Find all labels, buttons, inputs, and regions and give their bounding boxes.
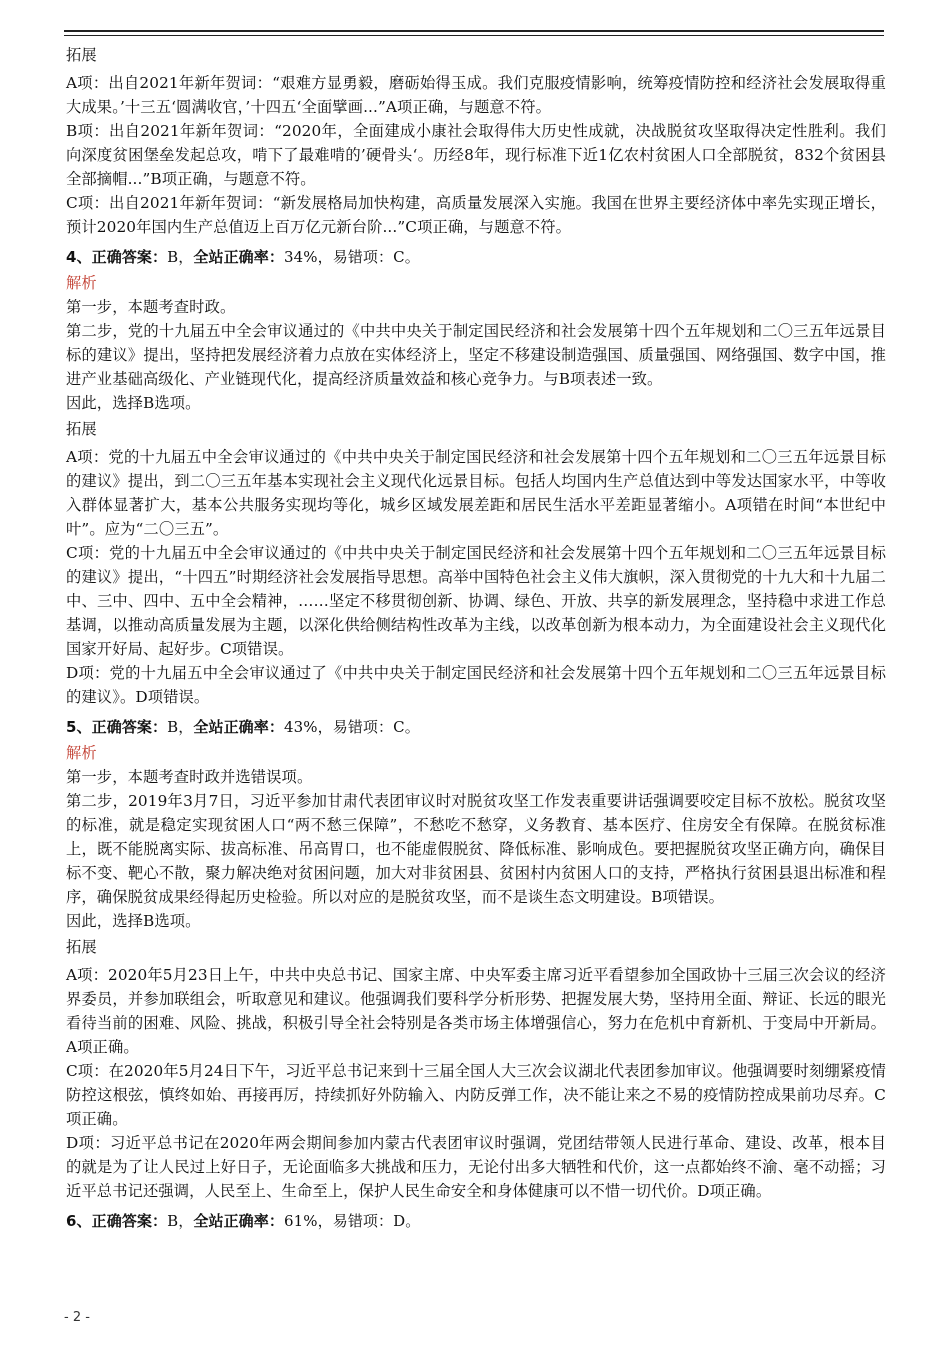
section-label-jiexi: 解析 <box>66 274 97 292</box>
accuracy-value: 61%，易错项：D。 <box>283 1212 421 1230</box>
accuracy-label: 全站正确率： <box>193 248 284 266</box>
paragraph: D项：习近平总书记在2020年两会期间参加内蒙古代表团审议时强调，党团结带领人民进行革命、建设、改革，根本目的就是为了让人民过上好日子，无论面临多大挑战和压力，无论付出多大牺牲和代价，这一点都始终不渝、毫不动摇；习近平总书记还强调，人民至上、生命至上，保护人民生命安全和身体健康可以不惜一切代价。D项正确。 <box>66 1134 886 1200</box>
paragraph: A项：2020年5月23日上午，中共中央总书记、国家主席、中央军委主席习近平看望参加全国政协十三届三次会议的经济界委员，并参加联组会，听取意见和建议。他强调我们要科学分析形势、把握发展大势，坚持用全面、辩证、长远的眼光看待当前的困难、风险、挑战，积极引导全社会特别是各类市场主体增强信心，努力在危机中育新机、于变局中开新局。A项正确。 <box>66 966 886 1056</box>
section-label-tuozhan: 拓展 <box>66 938 97 956</box>
answer-label: 5、正确答案： <box>66 718 168 736</box>
accuracy-label: 全站正确率： <box>193 718 284 736</box>
accuracy-value: 43%，易错项：C。 <box>283 718 420 736</box>
paragraph: 因此，选择B选项。 <box>66 394 201 412</box>
paragraph: C项：出自2021年新年贺词：“新发展格局加快构建，高质量发展深入实施。我国在世界主要经济体中率先实现正增长，预计2020年国内生产总值迈上百万亿元新台阶...”C项正确，与题意不符。 <box>66 194 886 236</box>
answer-value: B， <box>167 1212 194 1230</box>
answer-line <box>66 245 886 269</box>
paragraph: 第一步，本题考查时政。 <box>66 298 236 316</box>
accuracy-value: 34%，易错项：C。 <box>283 248 420 266</box>
paragraph: C项：党的十九届五中全会审议通过的《中共中央关于制定国民经济和社会发展第十四个五年规划和二〇三五年远景目标的建议》提出，“十四五”时期经济社会发展指导思想。高举中国特色社会主义伟大旗帜，深入贯彻党的十九大和十九届二中、三中、四中、五中全会精神，……坚定不移贯彻创新、协调、绿色、开放、共享的新发展理念，坚持稳中求进工作总基调，以推动高质量发展为主题，以深化供给侧结构性改革为主线，以改革创新为根本动力，为全面建设社会主义现代化国家开好局、起好步。C项错误。 <box>66 544 886 658</box>
header-rule <box>64 30 884 36</box>
paragraph: B项：出自2021年新年贺词：“2020年，全面建成小康社会取得伟大历史性成就，决战脱贫攻坚取得决定性胜利。我们向深度贫困堡垒发起总攻，啃下了最难啃的’硬骨头‘。历经8年，现行标准下近1亿农村贫困人口全部脱贫，832个贫困县全部摘帽...”B项正确，与题意不符。 <box>66 122 886 188</box>
paragraph: C项：在2020年5月24日下午，习近平总书记来到十三届全国人大三次会议湖北代表团参加审议。他强调要时刻绷紧疫情防控这根弦，慎终如始、再接再厉，持续抓好外防输入、内防反弹工作，决不能让来之不易的疫情防控成果前功尽弃。C项正确。 <box>66 1062 886 1128</box>
accuracy-label: 全站正确率： <box>193 1212 284 1230</box>
paragraph: A项：出自2021年新年贺词：“艰难方显勇毅，磨砺始得玉成。我们克服疫情影响，统筹疫情防控和经济社会发展取得重大成果。’十三五‘圆满收官，’十四五‘全面擘画...”A项正确，与题意不符。 <box>66 74 886 116</box>
answer-line <box>66 1209 886 1233</box>
answer-label: 4、正确答案： <box>66 248 168 266</box>
paragraph: 第二步，党的十九届五中全会审议通过的《中共中央关于制定国民经济和社会发展第十四个五年规划和二〇三五年远景目标的建议》提出，坚持把发展经济着力点放在实体经济上，坚定不移建设制造强国、质量强国、网络强国、数字中国，推进产业基础高级化、产业链现代化，提高经济质量效益和核心竞争力。与B项表述一致。 <box>66 322 886 388</box>
section-label-tuozhan: 拓展 <box>66 46 97 64</box>
paragraph: 因此，选择B选项。 <box>66 912 201 930</box>
page-number: - 2 - <box>64 1310 90 1325</box>
document-body <box>66 41 886 1235</box>
answer-line <box>66 715 886 739</box>
answer-value: B， <box>167 718 194 736</box>
paragraph: A项：党的十九届五中全会审议通过的《中共中央关于制定国民经济和社会发展第十四个五年规划和二〇三五年远景目标的建议》提出，到二〇三五年基本实现社会主义现代化远景目标。包括人均国内生产总值达到中等发达国家水平，中等收入群体显著扩大，基本公共服务实现均等化，城乡区域发展差距和居民生活水平差距显著缩小。A项错在时间“本世纪中叶”。应为“二〇三五”。 <box>66 448 886 538</box>
section-label-jiexi: 解析 <box>66 744 97 762</box>
answer-value: B， <box>167 248 194 266</box>
answer-label: 6、正确答案： <box>66 1212 168 1230</box>
paragraph: 第一步，本题考查时政并选错误项。 <box>66 768 313 786</box>
paragraph: D项：党的十九届五中全会审议通过了《中共中央关于制定国民经济和社会发展第十四个五年规划和二〇三五年远景目标的建议》。D项错误。 <box>66 664 886 706</box>
section-label-tuozhan: 拓展 <box>66 420 97 438</box>
paragraph: 第二步，2019年3月7日，习近平参加甘肃代表团审议时对脱贫攻坚工作发表重要讲话强调要咬定目标不放松。脱贫攻坚的标准，就是稳定实现贫困人口“两不愁三保障”，不愁吃不愁穿，义务教育、基本医疗、住房安全有保障。在脱贫标准上，既不能脱离实际、拔高标准、吊高胃口，也不能虚假脱贫、降低标准、影响成色。要把握脱贫攻坚正确方向，确保目标不变、靶心不散，聚力解决绝对贫困问题，加大对非贫困县、贫困村内贫困人口的支持，严格执行贫困县退出标准和程序，确保脱贫成果经得起历史检验。所以对应的是脱贫攻坚，而不是谈生态文明建设。B项错误。 <box>66 792 886 906</box>
